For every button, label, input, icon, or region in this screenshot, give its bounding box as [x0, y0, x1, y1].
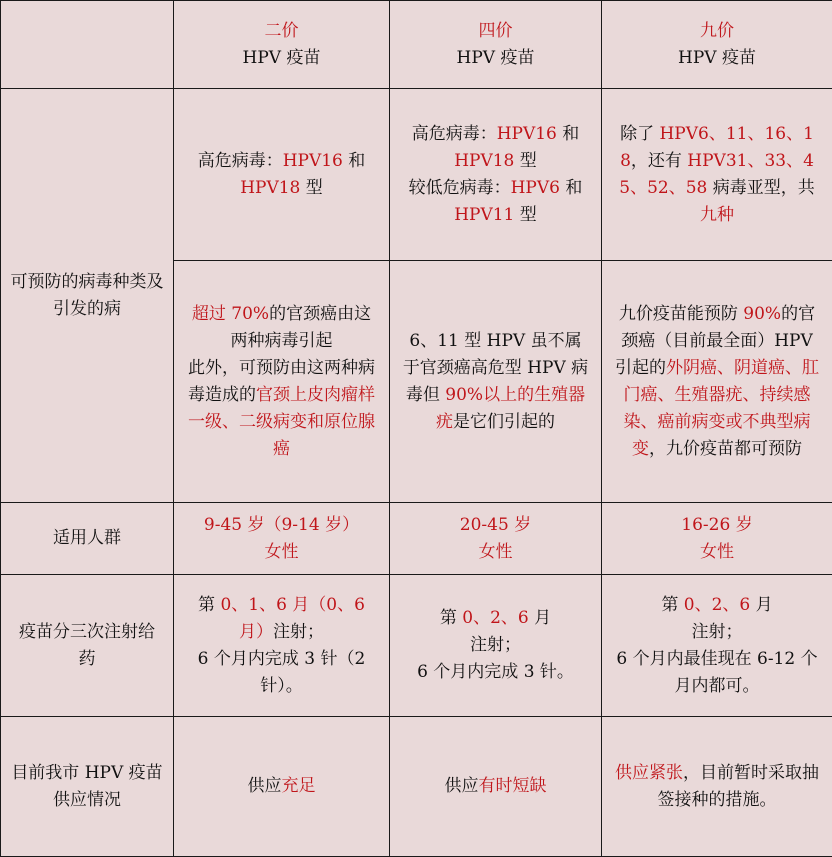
supply-status: 有时短缺 [479, 776, 547, 796]
row-label-dose: 疫苗分三次注射给药 [1, 575, 174, 717]
diseases-para [186, 355, 377, 463]
vaccine-name: HPV 疫苗 [612, 45, 822, 72]
virus-types-row [1, 89, 832, 261]
text: 的官颈癌由这两种病毒引起 [231, 304, 372, 351]
type-count: 九种 [700, 205, 734, 225]
header-quadrivalent [390, 1, 602, 89]
text: 是它们引起的 [453, 412, 555, 432]
valence-label: 九价 [612, 18, 822, 45]
schedule: 0、2、6 [462, 608, 528, 628]
supply-status: 供应紧张 [615, 763, 683, 783]
text: 型 [514, 205, 536, 225]
text: 注射； [400, 632, 591, 659]
supply-row [1, 717, 832, 857]
hpv-type: HPV16 [497, 124, 557, 144]
text: 除了 [620, 124, 659, 144]
schedule: 0、2、6 [684, 595, 750, 615]
text: ，还有 [631, 151, 687, 171]
people-quadrivalent [390, 503, 602, 575]
text: 第 [661, 595, 683, 615]
text: 注射； [612, 619, 822, 646]
text: 的官颈癌（目前最全面）HPV 引起的 [615, 304, 815, 378]
text: 高危病毒： [198, 151, 283, 171]
text: 注射； [273, 622, 324, 642]
completion: 6 个月内完成 3 针（2 针）。 [184, 646, 379, 700]
dose-quadrivalent [390, 575, 602, 717]
text: 月 [750, 595, 772, 615]
age-range: 20-45 岁 [400, 512, 591, 539]
hpv-type: HPV18 [240, 178, 300, 198]
types-line [400, 121, 591, 148]
text: 型 [514, 151, 536, 171]
schedule: 0、1、6 月（0、6 月） [220, 595, 364, 642]
text: 此外，可预防由这两种病毒造成的 [188, 358, 375, 405]
highlight: 外阴癌、阴道癌、肛门癌、生殖器疣、持续感染、癌前病变或不典型病变 [624, 358, 820, 459]
text: 型 [300, 178, 322, 198]
header-corner [1, 1, 174, 89]
people-row [1, 503, 832, 575]
hpv-type: HPV6、11、16、18 [620, 124, 814, 171]
diseases-quadrivalent [390, 261, 602, 503]
header-bivalent [174, 1, 390, 89]
text: 和 [557, 124, 579, 144]
completion: 6 个月内最佳现在 6-12 个月内都可。 [612, 646, 822, 700]
people-nonavalent [602, 503, 832, 575]
text: 月 [529, 608, 551, 628]
diseases-para [186, 301, 377, 355]
text: ，目前暂时采取抽签接种的措施。 [658, 763, 820, 810]
types-line [400, 175, 591, 202]
header-row [1, 1, 832, 89]
highlight: 超过 70% [192, 304, 269, 324]
age-range: 16-26 岁 [612, 512, 822, 539]
dose-nonavalent [602, 575, 832, 717]
text: 6、11 型 HPV 虽不属于官颈癌高危型 HPV 病毒但 [403, 331, 588, 405]
hpv-type: HPV18 [454, 151, 514, 171]
text: 高危病毒： [412, 124, 497, 144]
hpv-type: HPV31、33、45、52、58 [619, 151, 814, 198]
types-line [400, 148, 591, 175]
text: 和 [343, 151, 365, 171]
vaccine-name: HPV 疫苗 [400, 45, 591, 72]
text: ，九价疫苗都可预防 [649, 439, 802, 459]
completion: 6 个月内完成 3 针。 [400, 659, 591, 686]
header-nonavalent [602, 1, 832, 89]
vaccine-name: HPV 疫苗 [184, 45, 379, 72]
valence-label: 二价 [184, 18, 379, 45]
age-range: 9-45 岁（9-14 岁） [184, 512, 379, 539]
types-line [400, 202, 591, 229]
types-line [184, 175, 379, 202]
diseases-nonavalent [602, 261, 832, 503]
supply-status: 充足 [282, 776, 316, 796]
text: 较低危病毒： [409, 178, 511, 198]
sex: 女性 [400, 539, 591, 566]
text: 第 [198, 595, 220, 615]
row-label-prevent: 可预防的病毒种类及引发的病 [1, 89, 174, 503]
types-line [184, 148, 379, 175]
hpv-type: HPV16 [283, 151, 343, 171]
dose-bivalent [174, 575, 390, 717]
supply-nonavalent [602, 717, 832, 857]
row-label-people: 适用人群 [1, 503, 174, 575]
types-nonavalent [602, 89, 832, 261]
schedule-line [612, 592, 822, 619]
schedule-line [400, 605, 591, 632]
text: 和 [560, 178, 582, 198]
hpv-type: HPV11 [454, 205, 514, 225]
types-bivalent [174, 89, 390, 261]
types-quadrivalent [390, 89, 602, 261]
hpv-type: HPV6 [511, 178, 560, 198]
text: 第 [440, 608, 462, 628]
highlight: 90% [743, 304, 781, 324]
sex: 女性 [184, 539, 379, 566]
supply-quadrivalent [390, 717, 602, 857]
row-label-supply: 目前我市 HPV 疫苗供应情况 [1, 717, 174, 857]
text: 病毒亚型，共 [707, 178, 814, 198]
highlight: 官颈上皮肉瘤样一级、二级病变和原位腺癌 [188, 385, 375, 459]
diseases-bivalent [174, 261, 390, 503]
sex: 女性 [612, 539, 822, 566]
dose-row [1, 575, 832, 717]
valence-label: 四价 [400, 18, 591, 45]
people-bivalent [174, 503, 390, 575]
text: 九价疫苗能预防 [619, 304, 743, 324]
text: 供应 [248, 776, 282, 796]
highlight: 90%以上的生殖器疣 [436, 385, 585, 432]
supply-bivalent [174, 717, 390, 857]
text: 供应 [445, 776, 479, 796]
